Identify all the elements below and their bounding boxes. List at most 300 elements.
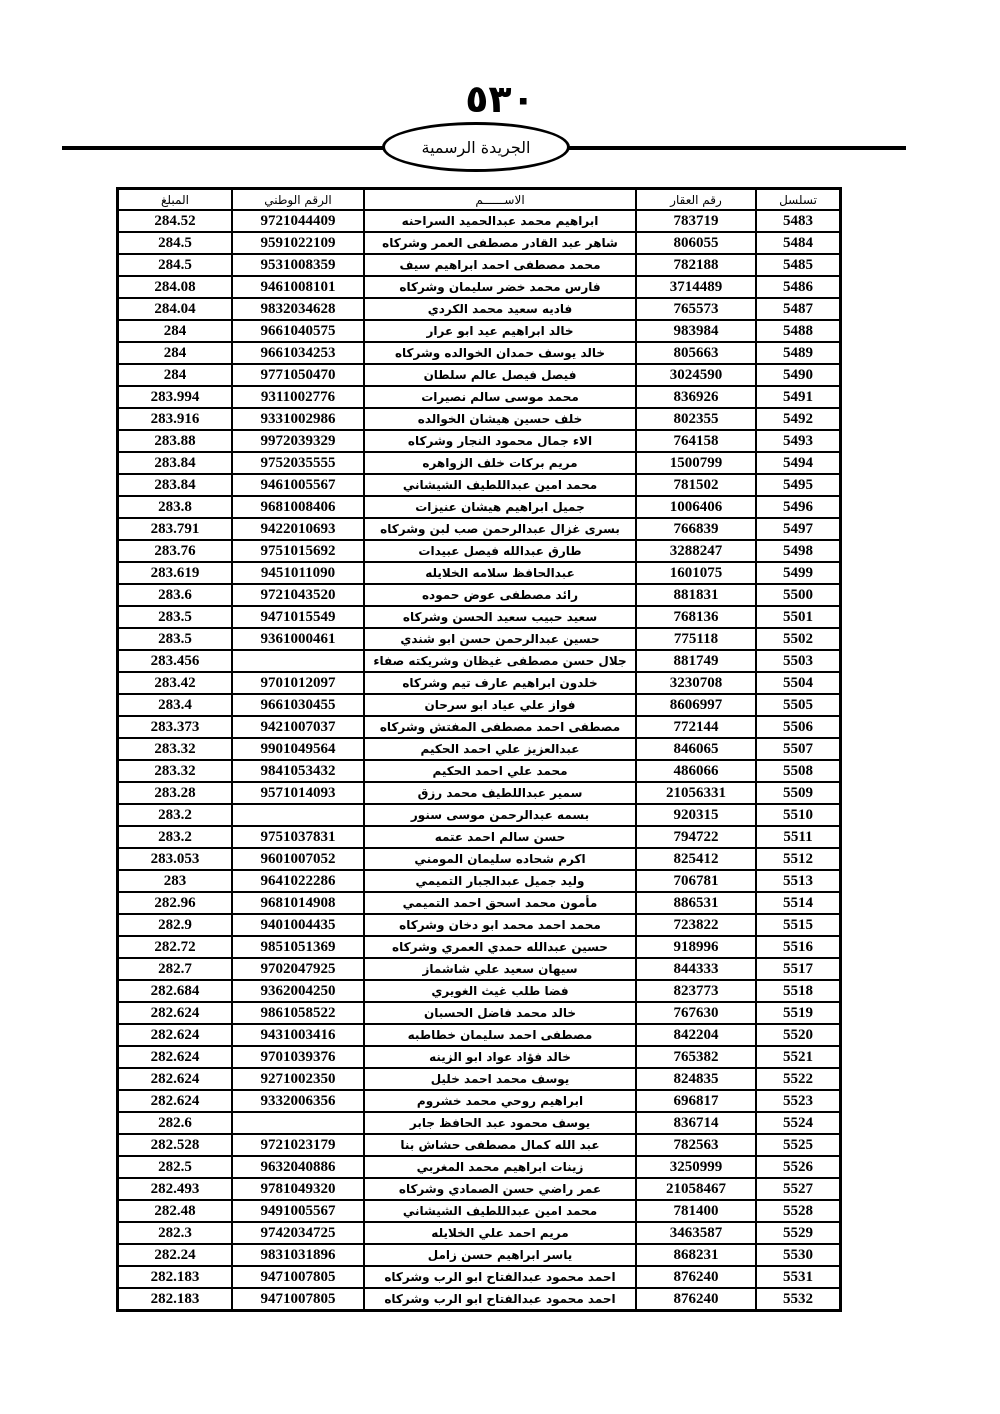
table-row [118, 1266, 840, 1288]
table-row [118, 936, 840, 958]
name-cell: مريم بركات خلف الزواهره [364, 452, 636, 474]
property-number-cell: 765382 [636, 1046, 756, 1068]
amount-cell: 284.08 [118, 276, 232, 298]
serial-cell: 5530 [756, 1244, 840, 1266]
amount-cell: 282.96 [118, 892, 232, 914]
name-cell: ياسر ابراهيم حسن زامل [364, 1244, 636, 1266]
name-cell: خالد محمد فاضل الحسبان [364, 1002, 636, 1024]
serial-cell: 5513 [756, 870, 840, 892]
property-number-cell: 844333 [636, 958, 756, 980]
table-row [118, 804, 840, 826]
serial-cell: 5484 [756, 232, 840, 254]
amount-cell: 283.6 [118, 584, 232, 606]
amount-cell: 283.2 [118, 826, 232, 848]
amount-cell: 282.493 [118, 1178, 232, 1200]
name-cell: عبدالعزيز علي احمد الحكيم [364, 738, 636, 760]
national-number-cell: 9742034725 [232, 1222, 364, 1244]
property-number-cell: 842204 [636, 1024, 756, 1046]
property-number-cell: 983984 [636, 320, 756, 342]
table-row [118, 980, 840, 1002]
serial-cell: 5518 [756, 980, 840, 1002]
amount-cell: 282.183 [118, 1266, 232, 1288]
column-header-property-number: رقم العقار [636, 189, 756, 210]
property-number-cell: 772144 [636, 716, 756, 738]
name-cell: عمر راضي حسن الصمادي وشركاه [364, 1178, 636, 1200]
property-number-cell: 723822 [636, 914, 756, 936]
amount-cell: 282.624 [118, 1002, 232, 1024]
property-number-cell: 775118 [636, 628, 756, 650]
amount-cell: 282.624 [118, 1024, 232, 1046]
national-number-cell: 9751015692 [232, 540, 364, 562]
serial-cell: 5528 [756, 1200, 840, 1222]
amount-cell: 283.619 [118, 562, 232, 584]
serial-cell: 5494 [756, 452, 840, 474]
amount-cell: 282.72 [118, 936, 232, 958]
name-cell: فيصل فيصل عالم سلطان [364, 364, 636, 386]
property-number-cell: 824835 [636, 1068, 756, 1090]
national-number-cell: 9721043520 [232, 584, 364, 606]
serial-cell: 5529 [756, 1222, 840, 1244]
amount-cell: 283.5 [118, 628, 232, 650]
serial-cell: 5488 [756, 320, 840, 342]
amount-cell: 283.32 [118, 760, 232, 782]
property-number-cell: 3250999 [636, 1156, 756, 1178]
property-number-cell: 3463587 [636, 1222, 756, 1244]
table-row [118, 1090, 840, 1112]
name-cell: اكرم شحاده سليمان المومني [364, 848, 636, 870]
table-body [118, 210, 840, 1310]
name-cell: يوسف محمود عبد الحافظ جابر [364, 1112, 636, 1134]
table-row [118, 320, 840, 342]
serial-cell: 5508 [756, 760, 840, 782]
name-cell: بسمه عبدالرحمن موسى سنور [364, 804, 636, 826]
name-cell: محمد مصطفى احمد ابراهيم سيف [364, 254, 636, 276]
property-number-cell: 1006406 [636, 496, 756, 518]
national-number-cell: 9841053432 [232, 760, 364, 782]
national-number-cell: 9461005567 [232, 474, 364, 496]
national-number-cell: 9661040575 [232, 320, 364, 342]
serial-cell: 5515 [756, 914, 840, 936]
name-cell: طارق عبدالله فيصل عبيدات [364, 540, 636, 562]
national-number-cell: 9332006356 [232, 1090, 364, 1112]
property-number-cell: 8606997 [636, 694, 756, 716]
serial-cell: 5497 [756, 518, 840, 540]
table-row [118, 276, 840, 298]
table-row [118, 298, 840, 320]
table-row [118, 1134, 840, 1156]
property-number-cell: 920315 [636, 804, 756, 826]
amount-cell: 282.183 [118, 1288, 232, 1310]
serial-cell: 5522 [756, 1068, 840, 1090]
name-cell: فواز علي عياد ابو سرحان [364, 694, 636, 716]
national-number-cell: 9851051369 [232, 936, 364, 958]
property-number-cell: 876240 [636, 1288, 756, 1310]
national-number-cell [232, 1112, 364, 1134]
national-number-cell [232, 650, 364, 672]
national-number-cell: 9751037831 [232, 826, 364, 848]
name-cell: حسين عبدالرحمن حسن ابو شندي [364, 628, 636, 650]
amount-cell: 283.32 [118, 738, 232, 760]
name-cell: محمد احمد محمد ابو دخان وشركاه [364, 914, 636, 936]
table-header-row [118, 189, 840, 210]
serial-cell: 5514 [756, 892, 840, 914]
amount-cell: 283.4 [118, 694, 232, 716]
name-cell: الاء جمال محمود النجار وشركاه [364, 430, 636, 452]
property-number-cell: 782188 [636, 254, 756, 276]
records-table [116, 187, 842, 1312]
serial-cell: 5489 [756, 342, 840, 364]
name-cell: بسرى غزال عبدالرحمن صب لبن وشركاه [364, 518, 636, 540]
property-number-cell: 1601075 [636, 562, 756, 584]
national-number-cell: 9701039376 [232, 1046, 364, 1068]
property-number-cell: 836714 [636, 1112, 756, 1134]
property-number-cell: 868231 [636, 1244, 756, 1266]
amount-cell: 282.7 [118, 958, 232, 980]
amount-cell: 284 [118, 342, 232, 364]
amount-cell: 283.2 [118, 804, 232, 826]
table-row [118, 1288, 840, 1310]
property-number-cell: 767630 [636, 1002, 756, 1024]
name-cell: فارس محمد خضر سليمان وشركاه [364, 276, 636, 298]
property-number-cell: 876240 [636, 1266, 756, 1288]
table-row [118, 826, 840, 848]
national-number-cell: 9702047925 [232, 958, 364, 980]
name-cell: مصطفى احمد سليمان خطاطبه [364, 1024, 636, 1046]
name-cell: مأمون محمد اسحق احمد التميمي [364, 892, 636, 914]
national-number-cell: 9401004435 [232, 914, 364, 936]
property-number-cell: 794722 [636, 826, 756, 848]
amount-cell: 282.6 [118, 1112, 232, 1134]
national-number-cell: 9471007805 [232, 1288, 364, 1310]
table-row [118, 716, 840, 738]
national-number-cell: 9661034253 [232, 342, 364, 364]
amount-cell: 284 [118, 364, 232, 386]
national-number-cell: 9531008359 [232, 254, 364, 276]
serial-cell: 5505 [756, 694, 840, 716]
property-number-cell: 3288247 [636, 540, 756, 562]
name-cell: خلف حسين هيشان الخوالده [364, 408, 636, 430]
table-row [118, 408, 840, 430]
property-number-cell: 3230708 [636, 672, 756, 694]
table-row [118, 254, 840, 276]
national-number-cell: 9972039329 [232, 430, 364, 452]
property-number-cell: 696817 [636, 1090, 756, 1112]
amount-cell: 283.84 [118, 474, 232, 496]
serial-cell: 5527 [756, 1178, 840, 1200]
property-number-cell: 764158 [636, 430, 756, 452]
table-row [118, 584, 840, 606]
amount-cell: 282.624 [118, 1068, 232, 1090]
name-cell: عبدالحافظ سلامه الخلايله [364, 562, 636, 584]
table-row [118, 1002, 840, 1024]
national-number-cell: 9331002986 [232, 408, 364, 430]
table-row [118, 1156, 840, 1178]
national-number-cell: 9832034628 [232, 298, 364, 320]
serial-cell: 5526 [756, 1156, 840, 1178]
national-number-cell: 9701012097 [232, 672, 364, 694]
table-row [118, 496, 840, 518]
serial-cell: 5485 [756, 254, 840, 276]
table-row [118, 474, 840, 496]
table-row [118, 232, 840, 254]
amount-cell: 284.5 [118, 232, 232, 254]
property-number-cell: 881749 [636, 650, 756, 672]
national-number-cell: 9721023179 [232, 1134, 364, 1156]
national-number-cell: 9681008406 [232, 496, 364, 518]
amount-cell: 283.053 [118, 848, 232, 870]
serial-cell: 5501 [756, 606, 840, 628]
name-cell: حسن سالم احمد عتمه [364, 826, 636, 848]
serial-cell: 5493 [756, 430, 840, 452]
name-cell: حسين عبدالله حمدي العمري وشركاه [364, 936, 636, 958]
serial-cell: 5486 [756, 276, 840, 298]
table-row [118, 848, 840, 870]
serial-cell: 5506 [756, 716, 840, 738]
serial-cell: 5509 [756, 782, 840, 804]
national-number-cell: 9661030455 [232, 694, 364, 716]
name-cell: مريم احمد علي الخلايله [364, 1222, 636, 1244]
national-number-cell: 9771050470 [232, 364, 364, 386]
property-number-cell: 21058467 [636, 1178, 756, 1200]
national-number-cell: 9471007805 [232, 1266, 364, 1288]
name-cell: ابراهيم روحي محمد خشروم [364, 1090, 636, 1112]
national-number-cell: 9601007052 [232, 848, 364, 870]
amount-cell: 283.791 [118, 518, 232, 540]
serial-cell: 5503 [756, 650, 840, 672]
journal-title-oval [382, 122, 570, 172]
national-number-cell: 9451011090 [232, 562, 364, 584]
amount-cell: 283 [118, 870, 232, 892]
name-cell: شاهر عبد القادر مصطفى العمر وشركاه [364, 232, 636, 254]
table-row [118, 628, 840, 650]
table-row [118, 518, 840, 540]
amount-cell: 283.88 [118, 430, 232, 452]
amount-cell: 282.5 [118, 1156, 232, 1178]
serial-cell: 5523 [756, 1090, 840, 1112]
table-row [118, 958, 840, 980]
national-number-cell: 9421007037 [232, 716, 364, 738]
amount-cell: 283.373 [118, 716, 232, 738]
amount-cell: 282.528 [118, 1134, 232, 1156]
table-row [118, 1024, 840, 1046]
serial-cell: 5496 [756, 496, 840, 518]
national-number-cell: 9422010693 [232, 518, 364, 540]
serial-cell: 5510 [756, 804, 840, 826]
name-cell: مصطفى احمد مصطفى المفتش وشركاه [364, 716, 636, 738]
amount-cell: 283.456 [118, 650, 232, 672]
serial-cell: 5520 [756, 1024, 840, 1046]
serial-cell: 5525 [756, 1134, 840, 1156]
table-row [118, 650, 840, 672]
table-row [118, 540, 840, 562]
property-number-cell: 886531 [636, 892, 756, 914]
amount-cell: 282.624 [118, 1090, 232, 1112]
table-row [118, 452, 840, 474]
serial-cell: 5502 [756, 628, 840, 650]
amount-cell: 283.76 [118, 540, 232, 562]
amount-cell: 282.24 [118, 1244, 232, 1266]
table-row [118, 782, 840, 804]
name-cell: خالد فؤاد عواد ابو الزينه [364, 1046, 636, 1068]
property-number-cell: 3024590 [636, 364, 756, 386]
name-cell: احمد محمود عبدالفتاح ابو الرب وشركاه [364, 1266, 636, 1288]
name-cell: جميل ابراهيم هيشان عنيزات [364, 496, 636, 518]
amount-cell: 284 [118, 320, 232, 342]
table-row [118, 1046, 840, 1068]
table-row [118, 1068, 840, 1090]
serial-cell: 5491 [756, 386, 840, 408]
amount-cell: 282.3 [118, 1222, 232, 1244]
name-cell: فاديه سعيد محمد الكردي [364, 298, 636, 320]
property-number-cell: 768136 [636, 606, 756, 628]
property-number-cell: 1500799 [636, 452, 756, 474]
amount-cell: 283.8 [118, 496, 232, 518]
table-row [118, 1244, 840, 1266]
national-number-cell: 9571014093 [232, 782, 364, 804]
amount-cell: 283.28 [118, 782, 232, 804]
property-number-cell: 783719 [636, 210, 756, 232]
property-number-cell: 781502 [636, 474, 756, 496]
name-cell: خالد يوسف حمدان الخوالده وشركاه [364, 342, 636, 364]
national-number-cell: 9901049564 [232, 738, 364, 760]
table-row [118, 210, 840, 232]
serial-cell: 5507 [756, 738, 840, 760]
national-number-cell: 9831031896 [232, 1244, 364, 1266]
serial-cell: 5499 [756, 562, 840, 584]
property-number-cell: 823773 [636, 980, 756, 1002]
name-cell: وليد جميل عبدالجبار التميمي [364, 870, 636, 892]
national-number-cell: 9721044409 [232, 210, 364, 232]
property-number-cell: 846065 [636, 738, 756, 760]
amount-cell: 283.994 [118, 386, 232, 408]
name-cell: رائد مصطفى عوض حموده [364, 584, 636, 606]
serial-cell: 5517 [756, 958, 840, 980]
table-row [118, 738, 840, 760]
journal-title: الجريدة الرسمية [421, 137, 531, 157]
national-number-cell: 9681014908 [232, 892, 364, 914]
table-row [118, 914, 840, 936]
property-number-cell: 918996 [636, 936, 756, 958]
national-number-cell [232, 804, 364, 826]
table-row [118, 430, 840, 452]
serial-cell: 5519 [756, 1002, 840, 1024]
amount-cell: 284.04 [118, 298, 232, 320]
serial-cell: 5498 [756, 540, 840, 562]
amount-cell: 284.5 [118, 254, 232, 276]
name-cell: محمد امين عبداللطيف الشيشاني [364, 474, 636, 496]
table-row [118, 1222, 840, 1244]
page-number: ٥٣٠ [465, 77, 535, 121]
amount-cell: 284.52 [118, 210, 232, 232]
table-row [118, 892, 840, 914]
property-number-cell: 21056331 [636, 782, 756, 804]
table-row [118, 1200, 840, 1222]
property-number-cell: 766839 [636, 518, 756, 540]
national-number-cell: 9752035555 [232, 452, 364, 474]
national-number-cell: 9461008101 [232, 276, 364, 298]
column-header-amount: المبلغ [118, 189, 232, 210]
amount-cell: 282.9 [118, 914, 232, 936]
table-row [118, 562, 840, 584]
table-row [118, 870, 840, 892]
name-cell: زينات ابراهيم محمد المغربي [364, 1156, 636, 1178]
serial-cell: 5524 [756, 1112, 840, 1134]
property-number-cell: 782563 [636, 1134, 756, 1156]
property-number-cell: 802355 [636, 408, 756, 430]
amount-cell: 282.48 [118, 1200, 232, 1222]
serial-cell: 5531 [756, 1266, 840, 1288]
name-cell: ابراهيم محمد عبدالحميد السراحنه [364, 210, 636, 232]
table-row [118, 1112, 840, 1134]
table-row [118, 1178, 840, 1200]
national-number-cell: 9311002776 [232, 386, 364, 408]
column-header-national-number: الرقم الوطني [232, 189, 364, 210]
serial-cell: 5492 [756, 408, 840, 430]
serial-cell: 5483 [756, 210, 840, 232]
table-row [118, 760, 840, 782]
table-row [118, 672, 840, 694]
national-number-cell: 9491005567 [232, 1200, 364, 1222]
name-cell: محمد امين عبداللطيف الشيشاني [364, 1200, 636, 1222]
serial-cell: 5504 [756, 672, 840, 694]
serial-cell: 5516 [756, 936, 840, 958]
property-number-cell: 881831 [636, 584, 756, 606]
amount-cell: 282.624 [118, 1046, 232, 1068]
property-number-cell: 486066 [636, 760, 756, 782]
property-number-cell: 3714489 [636, 276, 756, 298]
table-row [118, 606, 840, 628]
property-number-cell: 706781 [636, 870, 756, 892]
national-number-cell: 9471015549 [232, 606, 364, 628]
amount-cell: 282.684 [118, 980, 232, 1002]
serial-cell: 5511 [756, 826, 840, 848]
name-cell: خلدون ابراهيم عارف تيم وشركاه [364, 672, 636, 694]
table-row [118, 364, 840, 386]
table-row [118, 342, 840, 364]
property-number-cell: 806055 [636, 232, 756, 254]
serial-cell: 5512 [756, 848, 840, 870]
serial-cell: 5490 [756, 364, 840, 386]
column-header-serial: تسلسل [756, 189, 840, 210]
serial-cell: 5532 [756, 1288, 840, 1310]
name-cell: محمد علي احمد الحكيم [364, 760, 636, 782]
national-number-cell: 9861058522 [232, 1002, 364, 1024]
serial-cell: 5495 [756, 474, 840, 496]
property-number-cell: 781400 [636, 1200, 756, 1222]
name-cell: سمير عبداللطيف محمد رزق [364, 782, 636, 804]
name-cell: عبد الله كمال مصطفى حشاش بنا [364, 1134, 636, 1156]
amount-cell: 283.42 [118, 672, 232, 694]
national-number-cell: 9632040886 [232, 1156, 364, 1178]
property-number-cell: 836926 [636, 386, 756, 408]
national-number-cell: 9361000461 [232, 628, 364, 650]
name-cell: محمد موسى سالم نصيرات [364, 386, 636, 408]
name-cell: سعيد حبيب سعيد الحسن وشركاه [364, 606, 636, 628]
serial-cell: 5521 [756, 1046, 840, 1068]
national-number-cell: 9591022109 [232, 232, 364, 254]
national-number-cell: 9431003416 [232, 1024, 364, 1046]
amount-cell: 283.84 [118, 452, 232, 474]
property-number-cell: 825412 [636, 848, 756, 870]
name-cell: جلال حسن مصطفى غيظان وشريكته صفاء [364, 650, 636, 672]
amount-cell: 283.5 [118, 606, 232, 628]
table-row [118, 386, 840, 408]
serial-cell: 5500 [756, 584, 840, 606]
property-number-cell: 805663 [636, 342, 756, 364]
table-row [118, 694, 840, 716]
name-cell: احمد محمود عبدالفتاح ابو الرب وشركاه [364, 1288, 636, 1310]
property-number-cell: 765573 [636, 298, 756, 320]
